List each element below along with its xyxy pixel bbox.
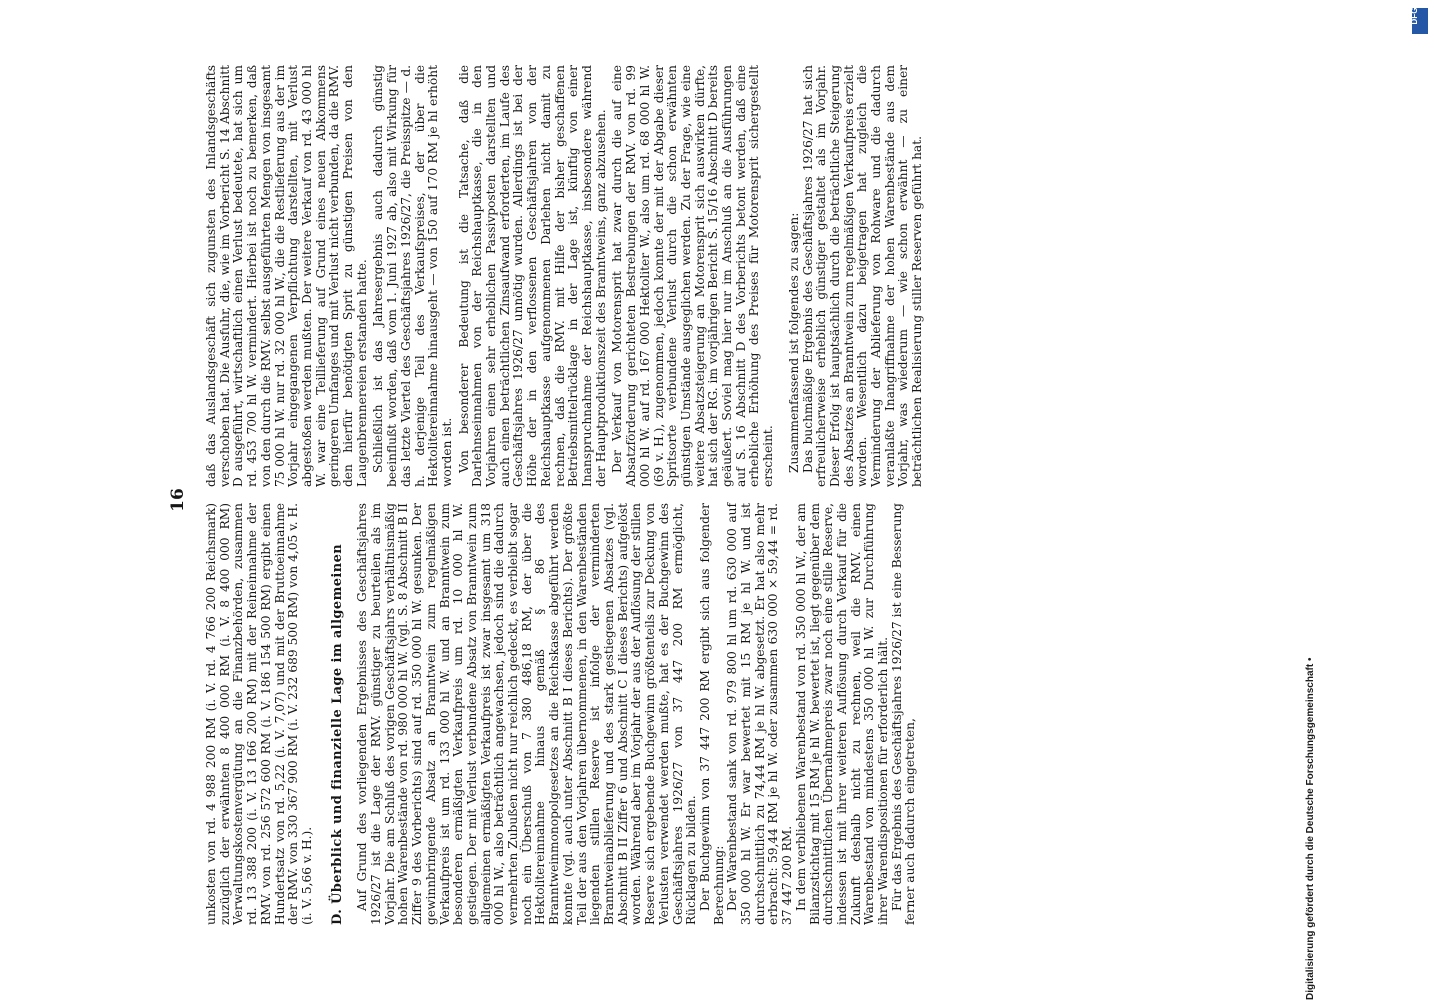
paragraph: Der Buchgewinn von 37 447 200 RM ergibt sich aus folgender Berechnung: [697,503,726,925]
paragraph: Zusammenfassend ist folgendes zu sagen: [786,212,801,473]
paragraph: unkosten von rd. 4 988 200 RM (i. V. rd. 4 766 200 Reichsmark) zuzüglich der erwähnten 8 400 000 RM (i. V. 8 400 000 RM) Verwaltungskostenvergütung an die Finanzbehörden, zusammen rd. 13 388 200 (i. V. 13 166 200 RM) mit der Reineinnahme der RMV. von rd. 256 572 600 RM (i. V. 186 154 500 RM) ergibt einen Hundertsatz von rd. 5,22 (i. V. 7,07) und mit der Bruttoeinnahme der RMV. von 330 367 900 RM (i. V. 232 689 500 RM) von 4,05 v. H. (i. V. 5,66 v. H.). [204,503,314,925]
right-column [205,65,925,487]
paragraph: Von besonderer Bedeutung ist die Tatsache, daß die Darlehnseinnahmen von der Reichshauptkasse, die in den Vorjahren einen sehr erheblichen Passivposten darstellten und auch einen beträchtlichen Zinsaufwand erforderten, im Laufe des Geschäftsjahres 1926/27 unnötig wurden. Allerdings ist bei der Höhe der in den verflossenen Geschäftsjahren von der Reichshauptkasse aufgenommenen Darlehen nicht damit zu rechnen, daß die RMV. mit Hilfe der bisher geschaffenen Betriebsmittelrücklage in der Lage ist, künftig von einer Inanspruchnahme der Reichshauptkasse, insbesondere während der Hauptproduktionszeit des Branntweins, ganz abzusehen. [456,65,608,487]
digitization-credit: Digitalisierung gefördert durch die Deutsche Forschungsgemeinschaft • [1305,657,1316,1000]
page-number: 16 [168,488,188,512]
paragraph: Auf Grund des vorliegenden Ergebnisses des Geschäftsjahres 1926/27 ist die Lage der RMV. günstiger zu beurteilen als im Vorjahr. Die am Schluß des vorigen Geschäftsjahrs verhältnismäßig hohen Warenbestände von rd. 980 000 hl W. (vgl. S. 8 Abschnitt B II Ziffer 9 des Vorberichts) sind auf rd. 350 000 hl W. gesunken. Der gewinnbringende Absatz an Branntwein zum regelmäßigen Verkaufpreis ist um rd. 133 000 hl W. und an Branntwein zum besonderen ermäßigten Verkaufpreis um rd. 10 000 hl W. gestiegen. Der mit Verlust verbundene Absatz von Branntwein zum allgemeinen ermäßigten Verkaufpreis ist zwar insgesamt um 318 000 hl W., also beträchtlich angewachsen, jedoch sind die dadurch vermehrten Zubußen nicht nur reichlich gedeckt, es verbleibt sogar noch ein Überschuß von 7 380 486,18 RM, der über die Hektolitereinnahme hinaus gemäß § 86 des Branntweinmonopolgesetzes an die Reichskasse abgeführt werden konnte (vgl. auch unter Abschnitt B I dieses Berichts). Der größte Teil der aus den Vorjahren übernommenen, in den Warenbeständen liegenden stillen Reserve ist infolge der verminderten Branntweinablieferung und des stark gestiegenen Absatzes (vgl. Abschnitt B II Ziffer 6 und Abschnitt C I dieses Berichts) aufgelöst worden. Während aber im Vorjahr der aus der Auflösung der stillen Reserve sich ergebende Buchgewinn größtenteils zur Deckung von Verlusten verwendet werden mußte, hat es der Buchgewinn des Geschäftsjahres 1926/27 von 37 447 200 RM ermöglicht, Rücklagen zu bilden. [355,503,699,925]
paragraph: Das buchmäßige Ergebnis des Geschäftsjahres 1926/27 hat sich erfreulicherweise erheblich günstiger gestaltet als im Vorjahr. Dieser Erfolg ist hauptsächlich durch die beträchtliche Steigerung des Absatzes an Branntwein zum regelmäßigen Verkaufpreis erzielt worden. Wesentlich dazu beigetragen hat zugleich die Verminderung der Ablieferung von Rohware und die dadurch veranlaßte Inangriffnahme der hohen Warenbestände aus dem Vorjahr, was wiederum — wie schon erwähnt — zu einer beträchtlichen Realisierung stiller Reserven geführt hat. [800,65,925,487]
dfg-logo [1412,8,1428,34]
left-column [205,503,918,925]
paragraph: Für das Ergebnis des Geschäftsjahres 1926/27 ist eine Besserung ferner auch dadurch eingetreten, [889,503,918,925]
dfg-logo-label: DFG [1410,7,1419,25]
paragraph: Der Verkauf von Motorensprit hat zwar durch die auf eine Absatzförderung gerichteten Bestrebungen der RMV. von rd. 99 000 hl W. auf rd. 167 000 Hektoliter W., also um rd. 68 000 hl W. (69 v. H.), zugenommen, jedoch konnte der mit der Abgabe dieser Spritsorte verbundene Verlust durch die schon erwähnten günstigen Umstände ausgeglichen werden. Zu der Frage, wie eine weitere Absatzsteigerung an Motorensprit sich auswirken dürfte, hat sich der RG. im vorjährigen Bericht S. 15/16 Abschnitt D bereits geäußert. Soviel mag hier nur im Anschluß an die Ausführungen auf S. 16 Abschnitt D des Vorberichts betont werden, daß eine erhebliche Erhöhung des Preises für Motorensprit sichergestellt erscheint. [610,65,776,487]
paragraph: Der Warenbestand sank von rd. 979 800 hl um rd. 630 000 auf 350 000 hl W. Er war bewertet mit 15 RM je hl W. und ist durchschnittlich zu 74,44 RM je hl W. abgesetzt. Er hat also mehr erbracht: 59,44 RM je hl W. oder zusammen 630 000 × 59,44 = rd. 37 447 200 RM. [725,503,795,925]
paragraph: In dem verbliebenen Warenbestand von rd. 350 000 hl W., der am Bilanzstichtag mit 15 RM je hl W. bewertet ist, liegt gegenüber dem durchschnittlichen Übernahmepreis zwar noch eine stille Reserve, indessen ist mit ihrer weiteren Auflösung durch Verkauf für die Zukunft deshalb nicht zu rechnen, weil die RMV. einen Warenbestand von mindestens 350 000 hl W. zur Durchführung ihrer Warendispositionen für erforderlich hält. [793,503,891,925]
paragraph: daß das Auslandsgeschäft sich zugunsten des Inlandsgeschäfts verschoben hat. Die Ausfuhr, die, wie im Vorbericht S. 14 Abschnitt D ausgeführt, wirtschaftlich einen Verlust bedeutete, hat sich um rd. 453 700 hl W. vermindert. Hierbei ist noch zu bemerken, daß von den durch die RMV. selbst ausgeführten Mengen von insgesamt 75 000 hl W. nur rd. 32 000 hl W., die die Restlieferung aus der im Vorjahr eingegangenen Verpflichtung darstellten, mit Verlust abgestoßen werden mußten. Der weitere Verkauf von rd. 43 000 hl W. war eine Teillieferung auf Grund eines neuen Abkommens geringeren Umfanges und mit Verlust nicht verbunden, da die RMV. den hierfür benötigten Sprit zu günstigen Preisen von den Laugenbrennereien erstanden hatte. [204,65,369,487]
paragraph: Schließlich ist das Jahresergebnis auch dadurch günstig beeinflußt worden, daß vom 1. Juni 1927 ab, also mit Wirkung für das letzte Viertel des Geschäftsjahres 1926/27, die Preisspitze — d. h. derjenige Teil des Verkaufspreises, der über die Hektolitereinnahme hinausgeht — von 150 auf 170 RM je hl erhöht worden ist. [371,65,454,487]
document-body [110,65,1290,935]
digitization-strip [1408,0,1434,1000]
section-heading: D. Überblick und finanzielle Lage im allgemeinen [329,543,345,925]
